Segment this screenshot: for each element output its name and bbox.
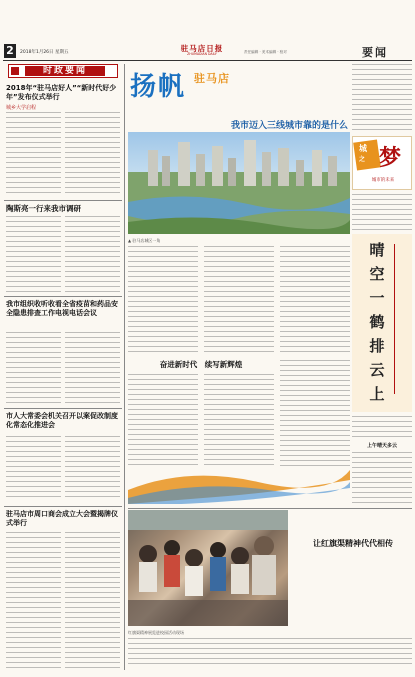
date-line: 2018年1月26日 星期五: [20, 50, 69, 55]
dream-badge: [352, 136, 412, 190]
skyline-svg: [128, 132, 350, 234]
article-body: [6, 112, 61, 196]
section-title: 要闻: [362, 46, 388, 59]
divider: [4, 296, 122, 297]
page-number: 2: [6, 44, 14, 57]
dream-char: 梦: [379, 145, 402, 171]
right-body: [352, 64, 412, 132]
bottom-story: [128, 510, 412, 674]
right-section-label: 上午晴天多云: [366, 443, 397, 449]
header-rule: [3, 60, 412, 61]
article-body: [6, 436, 61, 500]
right-column: [352, 64, 412, 504]
page-header: [0, 0, 415, 62]
sidebar-article-title: 我市组织收听收看全省疫苗和药品安全隐患排查工作电视电话会议: [6, 300, 118, 317]
dream-tagline: 城市的未来: [371, 178, 395, 183]
sidebar-article-title: 2018年“驻马店好人”“新时代好少年”发布仪式举行: [6, 84, 117, 101]
sidebar-article-title: 驻马店市周口商会成立大会暨揭牌仪式举行: [6, 510, 118, 527]
decorative-swoosh: [128, 460, 350, 504]
divider: [4, 506, 122, 507]
column-separator: [124, 64, 125, 670]
editor-line: 责任编辑 · 美术编辑 · 校对: [244, 50, 287, 54]
article-body: [6, 216, 61, 292]
feature-body: [204, 246, 274, 356]
article-body: [65, 216, 120, 292]
feature-subhead: 奋进新时代 续写新辉煌: [159, 360, 243, 369]
vertical-title: 晴空一鹤排云上: [369, 241, 385, 403]
sidebar: [4, 64, 122, 674]
page-number-box: [4, 44, 16, 58]
article-body: [65, 532, 120, 670]
bottom-caption: 红旗渠精神展览进校园活动现场: [128, 630, 184, 635]
bottom-divider: [128, 508, 412, 509]
masthead-sub: ZHUMADIAN DAILY: [187, 52, 217, 56]
banner-left-mark: [11, 67, 19, 75]
sidebar-article-byline: 城乡大学启程: [6, 105, 37, 111]
students-photo: [128, 510, 288, 626]
feature-body: [204, 374, 274, 468]
bottom-body: [128, 638, 412, 668]
dream-top: 城: [359, 144, 367, 153]
banner-title: 时政要闻: [25, 66, 105, 76]
article-body: [6, 532, 61, 670]
feature-logo: [130, 66, 270, 102]
city-skyline-photo: [128, 132, 350, 234]
feature-headline: 我市迈入三线城市靠的是什么: [230, 121, 348, 131]
students-svg: [128, 510, 288, 626]
right-body: [352, 416, 412, 440]
article-body: [65, 112, 120, 196]
right-body: [352, 452, 412, 504]
feature-body: [280, 360, 350, 468]
vertical-accent: [394, 244, 395, 394]
logo-main: 扬帆: [130, 72, 187, 102]
logo-sub: 驻马店: [194, 72, 230, 85]
divider: [4, 408, 122, 409]
sidebar-article-title: 陶斯亮一行来我市调研: [6, 204, 81, 213]
article-body: [6, 332, 61, 404]
masthead: 驻马店日报: [180, 44, 224, 53]
feature-body: [280, 246, 350, 356]
right-body: [352, 194, 412, 232]
sidebar-banner: [8, 64, 118, 78]
dream-sub: 之: [359, 156, 366, 163]
article-body: [65, 436, 120, 500]
article-body: [65, 332, 120, 404]
sidebar-article-title: 市人大常委会机关召开以案促改制度化常态化推进会: [6, 412, 118, 429]
divider: [4, 200, 122, 201]
bottom-headline: 让红旗渠精神代代相传: [313, 539, 393, 548]
feature-section: [128, 64, 350, 504]
feature-body: [128, 246, 198, 356]
dream-badge-mark: [353, 139, 381, 170]
feature-body: [128, 374, 198, 468]
photo-caption: ▲ 驻马店城区一角: [128, 238, 161, 243]
vertical-title-block: [352, 234, 412, 412]
